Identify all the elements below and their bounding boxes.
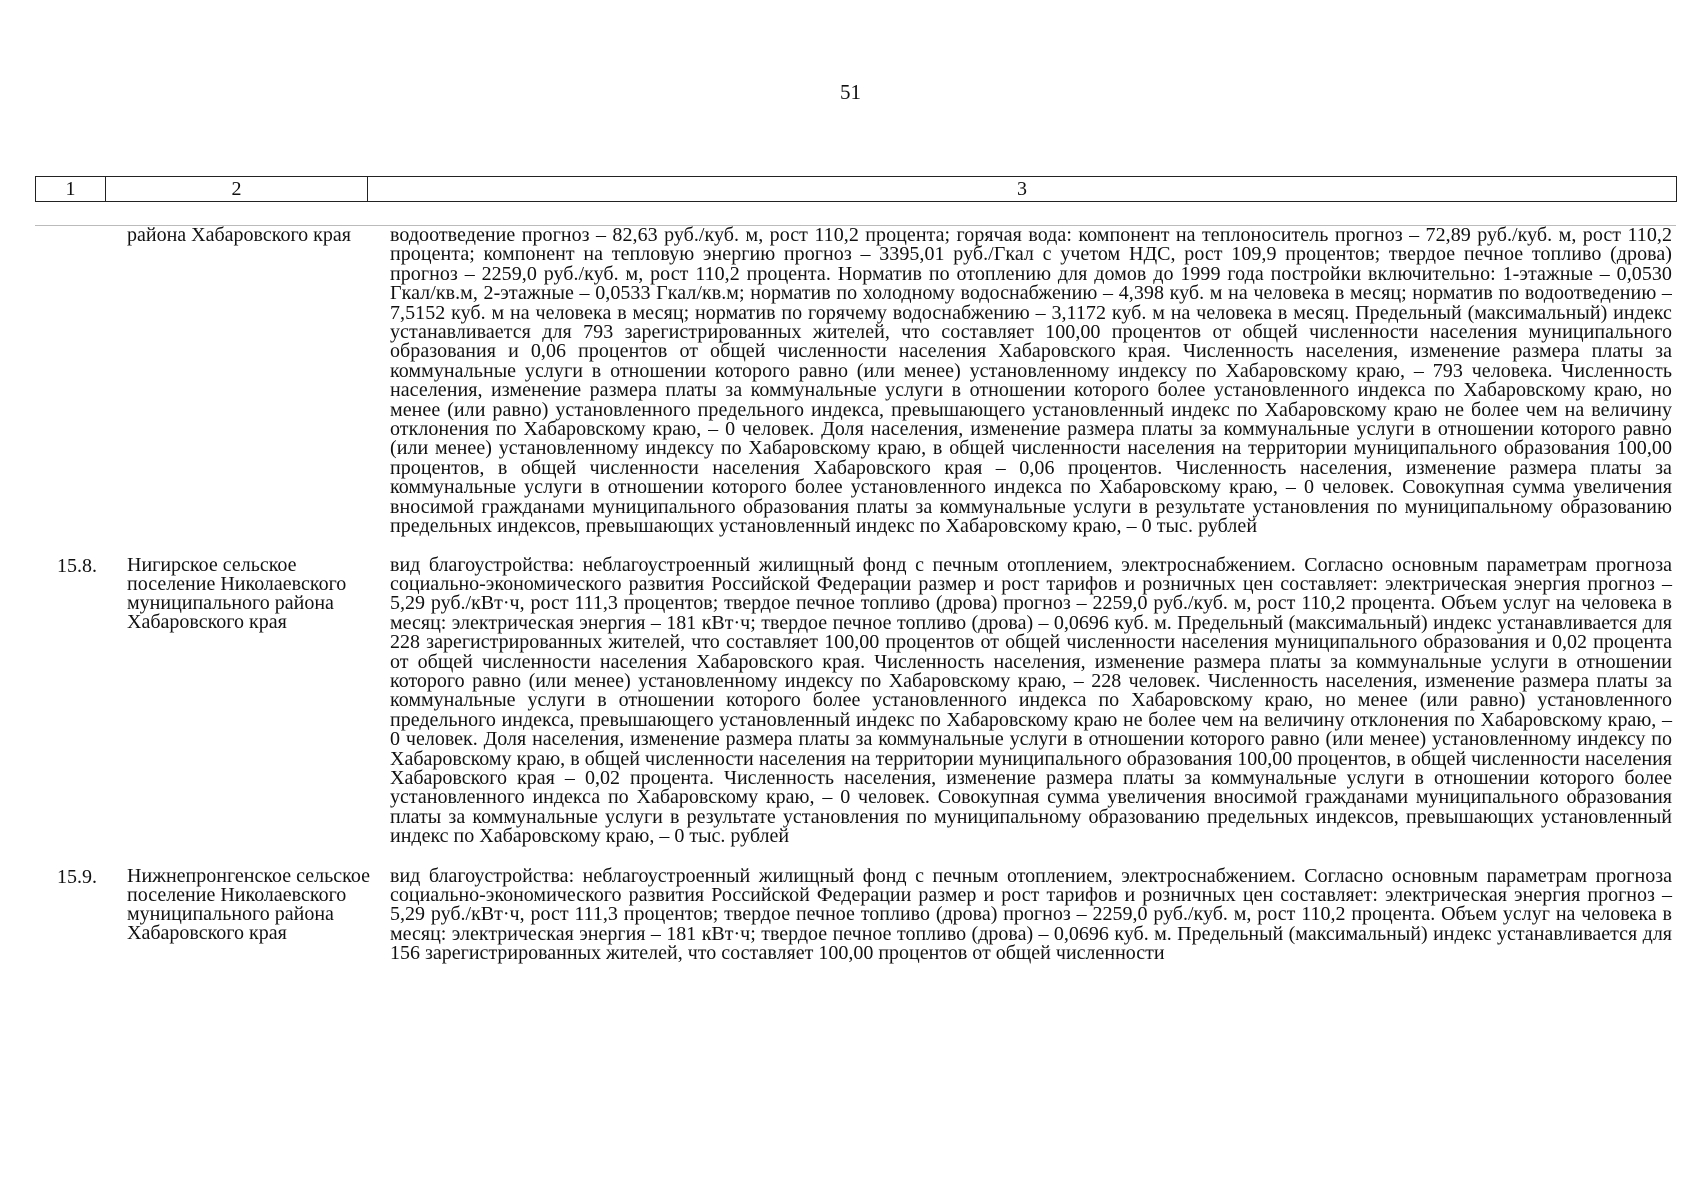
municipality-name: района Хабаровского края <box>127 224 351 246</box>
municipality-name: Нижнепронгенское сельское поселение Николаевского муниципального района Хабаровского края <box>127 864 370 944</box>
row-description: вид благоустройства: неблагоустроенный жилищный фонд с печным отоплением, электроснабжением. Согласно основным параметрам прогноза социально-экономического развития Российской Федерации размер и рост тарифов и розничных цен составляет: электрическая энергия прогноз – 5,29 руб./кВт·ч, рост 111,3 процентов; твердое печное топливо (дрова) прогноз – 2259,0 руб./куб. м, рост 110,2 процента. Объем услуг на человека в месяц: электрическая энергия – 181 кВт·ч; твердое печное топливо (дрова) – 0,0696 куб. м. Предельный (максимальный) индекс устанавливается для 156 зарегистрированных жителей, что составляет 100,00 процентов от общей численности <box>390 864 1672 965</box>
page-number: 51 <box>840 80 861 104</box>
column-header-3: 3 <box>368 177 1677 202</box>
column-header-1: 1 <box>36 177 106 202</box>
table-row <box>35 553 1676 848</box>
table-row <box>35 226 1676 537</box>
row-description: вид благоустройства: неблагоустроенный жилищный фонд с печным отоплением, электроснабжением. Согласно основным параметрам прогноза социально-экономического развития Российской Федерации размер и рост тарифов и розничных цен составляет: электрическая энергия прогноз – 5,29 руб./кВт·ч, рост 111,3 процентов; твердое печное топливо (дрова) прогноз – 2259,0 руб./куб. м, рост 110,2 процента. Объем услуг на человека в месяц: электрическая энергия – 181 кВт·ч; твердое печное топливо (дрова) – 0,0696 куб. м. Предельный (максимальный) индекс устанавливается для 228 зарегистрированных жителей, что составляет 100,00 процентов от общей численности населения муниципального образования и 0,02 процента от общей численности населения Хабаровского края. Численность населения, изменение размера платы за коммунальные услуги в отношении которого равно (или менее) установленному индексу по Хабаровскому краю, – 228 человек. Численность населения, изменение размера платы за коммунальные услуги в отношении которого более установленного индекса по Хабаровскому краю, но менее (или равно) установленного предельного индекса, превышающего установленный индекс по Хабаровскому краю не более чем на величину отклонения по Хабаровскому краю, – 0 человек. Доля населения, изменение размера платы за коммунальные услуги в отношении которого равно (или менее) установленному индексу по Хабаровскому краю, в общей численности населения на территории муниципального образования 100,00 процентов, в общей численности населения Хабаровского края – 0,02 процента. Численность населения, изменение размера платы за коммунальные услуги в отношении которого более установленного индекса по Хабаровскому краю, – 0 человек. Совокупная сумма увеличения вносимой гражданами муниципального образования платы за коммунальные услуги в результате установления по муниципальному образованию предельных индексов, превышающих установленный индекс по Хабаровскому краю, – 0 тыс. рублей <box>390 553 1672 848</box>
table-row <box>35 864 1676 965</box>
row-description: водоотведение прогноз – 82,63 руб./куб. м, рост 110,2 процента; горячая вода: компонент на теплоноситель прогноз – 72,89 руб./куб. м, рост 110,2 процента; компонент на тепловую энергию прогноз – 3395,01 руб./Гкал с учетом НДС, рост 109,9 процентов; твердое печное топливо (дрова) прогноз – 2259,0 руб./куб. м, рост 110,2 процента. Норматив по отоплению для домов до 1999 года постройки включительно: 1-этажные – 0,0530 Гкал/кв.м, 2-этажные – 0,0533 Гкал/кв.м; норматив по холодному водоснабжению – 4,398 куб. м на человека в месяц; норматив по водоотведению – 7,5152 куб. м на человека в месяц; норматив по горячему водоснабжению – 3,1172 куб. м на человека в месяц. Предельный (максимальный) индекс устанавливается для 793 зарегистрированных жителей, что составляет 100,00 процентов от общей численности населения муниципального образования и 0,06 процентов от общей численности населения Хабаровского края. Численность населения, изменение размера платы за коммунальные услуги в отношении которого равно (или менее) установленному индексу по Хабаровскому краю, – 793 человека. Численность населения, изменение размера платы за коммунальные услуги в отношении которого более установленного индекса по Хабаровскому краю, но менее (или равно) установленного предельного индекса, превышающего установленный индекс по Хабаровскому краю не более чем на величину отклонения по Хабаровскому краю, – 0 человек. Доля населения, изменение размера платы за коммунальные услуги в отношении которого равно (или менее) установленному индексу по Хабаровскому краю, в общей численности населения на территории муниципального образования 100,00 процентов, в общей численности населения Хабаровского края – 0,06 процентов. Численность населения, изменение размера платы за коммунальные услуги в отношении которого более установленного индекса по Хабаровскому краю, – 0 человек. Совокупная сумма увеличения вносимой гражданами муниципального образования платы за коммунальные услуги в результате установления по муниципальному образованию предельных индексов, превышающих установленный индекс по Хабаровскому краю, – 0 тыс. рублей <box>390 224 1672 538</box>
table-body <box>35 226 1676 964</box>
column-header-2: 2 <box>106 177 368 202</box>
municipality-name: Нигирское сельское поселение Николаевского муниципального района Хабаровского края <box>127 553 347 633</box>
row-number: 15.8. <box>57 554 97 577</box>
row-number: 15.9. <box>57 865 97 888</box>
table-header <box>35 176 1677 202</box>
